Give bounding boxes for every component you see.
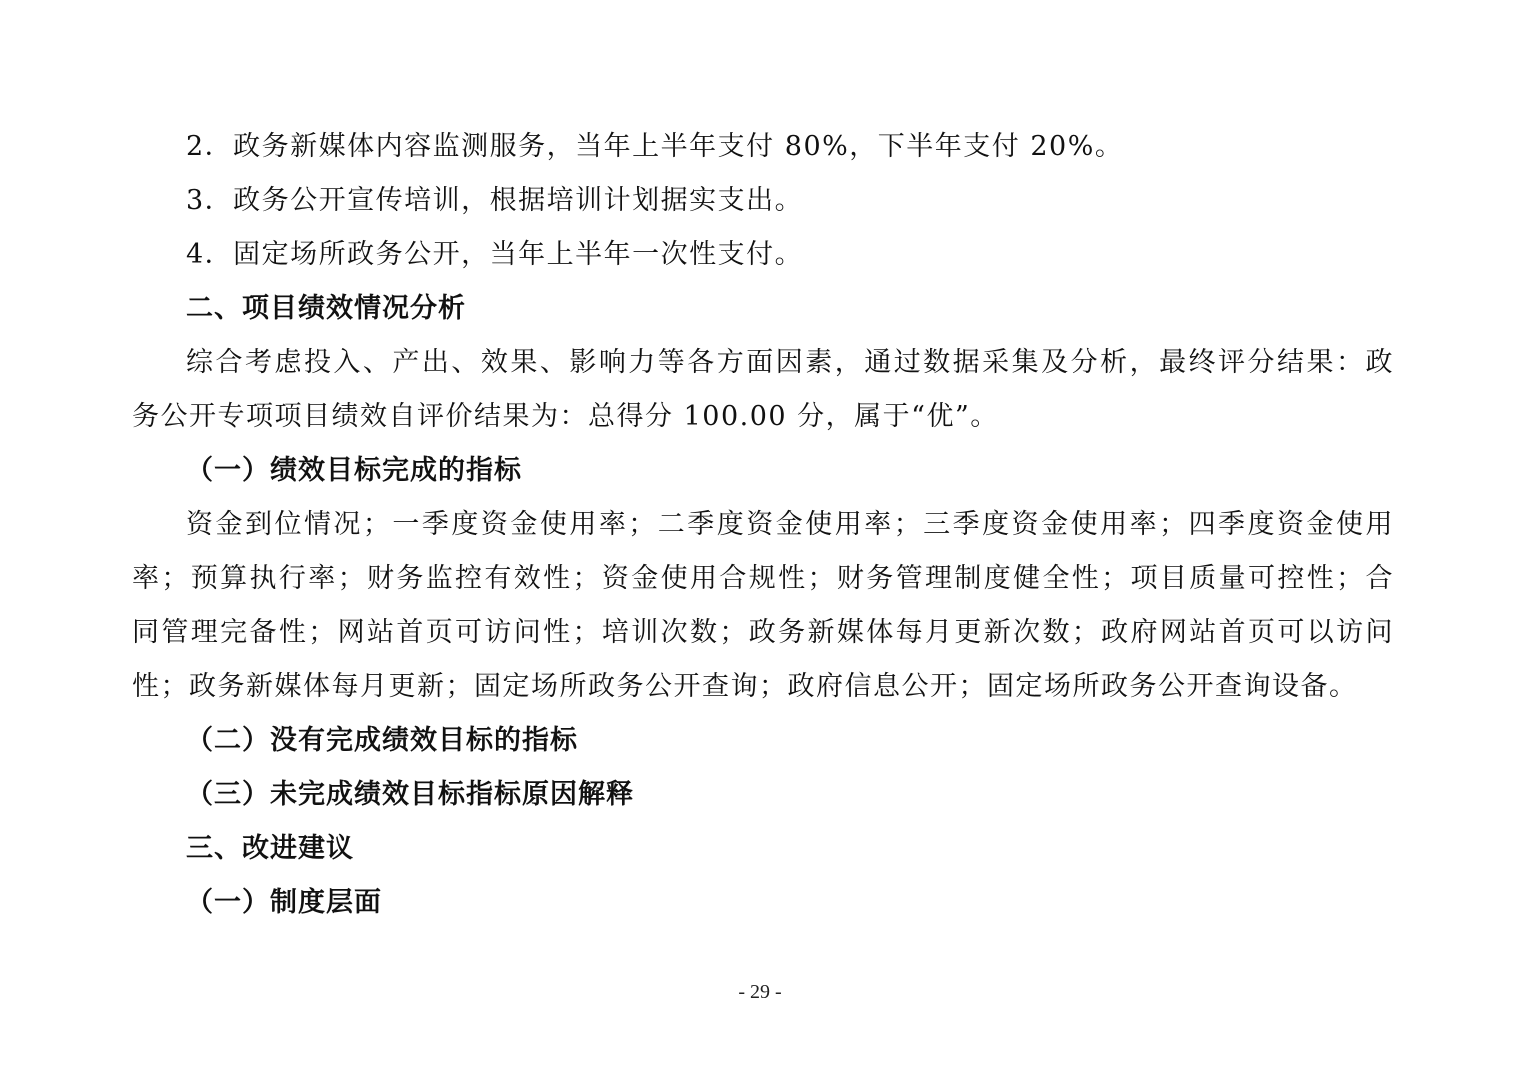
- paragraph-line: 性；政务新媒体每月更新；固定场所政务公开查询；政府信息公开；固定场所政务公开查询设备。: [132, 671, 1358, 702]
- subsection-heading-institutional: （一）制度层面: [186, 887, 382, 918]
- paragraph-line: 综合考虑投入、产出、效果、影响力等各方面因素，通过数据采集及分析，最终评分结果：政: [186, 347, 1394, 378]
- paragraph-line: 务公开专项项目绩效自评价结果为：总得分 100.00 分，属于“优”。: [132, 401, 999, 432]
- paragraph-line: 率；预算执行率；财务监控有效性；资金使用合规性；财务管理制度健全性；项目质量可控性；合: [132, 563, 1394, 594]
- subsection-heading-reasons: （三）未完成绩效目标指标原因解释: [186, 779, 634, 810]
- paragraph-line: 同管理完备性；网站首页可访问性；培训次数；政务新媒体每月更新次数；政府网站首页可以访问: [132, 617, 1394, 648]
- page-number: - 29 -: [738, 981, 782, 1003]
- payment-item-2: 2．政务新媒体内容监测服务，当年上半年支付 80%，下半年支付 20%。: [186, 131, 1124, 162]
- payment-item-3: 3．政务公开宣传培训，根据培训计划据实支出。: [186, 185, 804, 216]
- subsection-heading-completed: （一）绩效目标完成的指标: [186, 455, 522, 486]
- paragraph-line: 资金到位情况；一季度资金使用率；二季度资金使用率；三季度资金使用率；四季度资金使用: [186, 509, 1394, 540]
- subsection-heading-not-completed: （二）没有完成绩效目标的指标: [186, 725, 578, 756]
- section-heading-3: 三、改进建议: [186, 833, 354, 864]
- payment-item-4: 4．固定场所政务公开，当年上半年一次性支付。: [186, 239, 804, 270]
- section-heading-2: 二、项目绩效情况分析: [186, 293, 466, 324]
